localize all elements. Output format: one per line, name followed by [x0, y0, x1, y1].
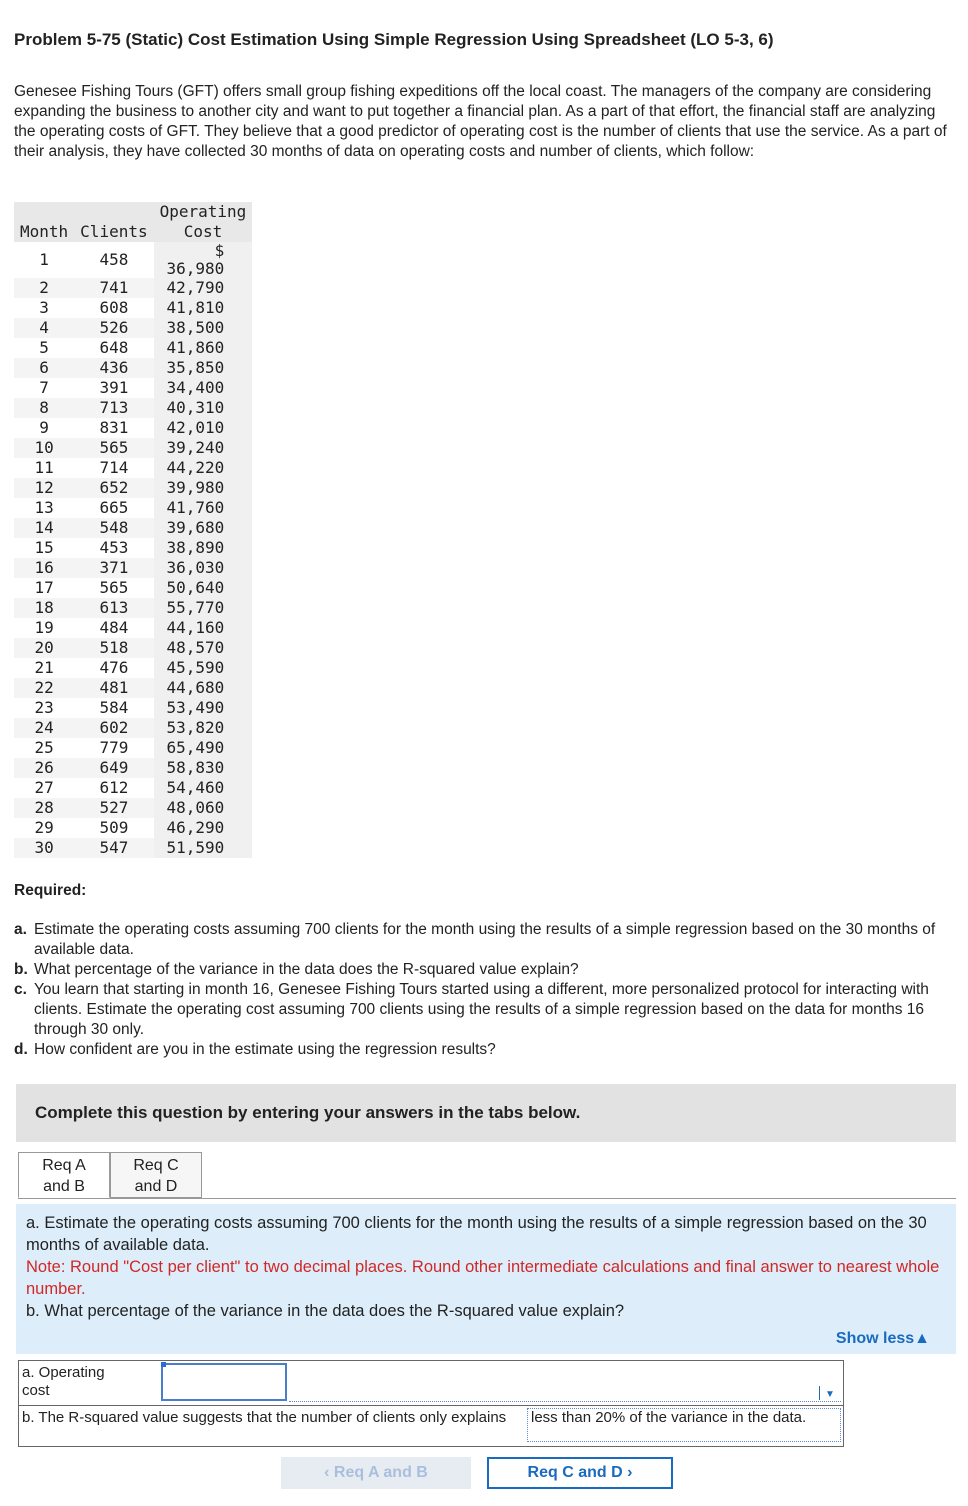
header-cost-line2: Cost	[183, 222, 223, 241]
month-cell: 25	[34, 738, 54, 757]
cost-cell: 35,850	[154, 358, 253, 378]
header-clients: Clients	[74, 202, 153, 242]
cost-cell: 50,640	[154, 578, 253, 598]
clients-cell: 652	[74, 478, 153, 498]
cost-cell: 39,680	[154, 518, 253, 538]
table-body	[14, 242, 252, 858]
month-cell: 20	[14, 638, 74, 658]
cost-cell: 42,790	[154, 278, 253, 298]
clients-cell: 548	[74, 518, 153, 538]
cost-cell: 48,570	[154, 638, 253, 658]
answer-row-a	[19, 1361, 843, 1406]
clients-cell: 509	[99, 818, 129, 837]
cost-cell: 51,590	[154, 838, 253, 858]
cost-cell: 41,810	[154, 298, 253, 318]
month-cell: 10	[14, 438, 74, 458]
table-row	[14, 638, 252, 658]
table-row	[14, 318, 252, 338]
month-cell: 16	[14, 558, 74, 578]
operating-cost-input[interactable]	[161, 1363, 287, 1401]
header-operating-cost	[154, 202, 253, 242]
input-flag-icon	[161, 1362, 166, 1367]
table-row	[14, 278, 252, 298]
table-row	[14, 378, 252, 398]
table-row	[14, 838, 252, 858]
required-item-text: What percentage of the variance in the data does the R-squared value explain?	[34, 961, 579, 978]
cost-cell: 55,770	[154, 598, 253, 618]
cost-cell: 40,310	[154, 398, 253, 418]
table-row	[14, 578, 252, 598]
month-cell: 27	[34, 778, 54, 797]
question-panel	[16, 1204, 956, 1354]
table-row	[14, 338, 252, 358]
clients-cell: 608	[99, 298, 129, 317]
cost-cell: 65,490	[154, 738, 253, 758]
cost-cell: 38,890	[154, 538, 253, 558]
table-row	[14, 538, 252, 558]
operating-cost-table	[14, 202, 252, 858]
tab-divider	[18, 1198, 956, 1199]
clients-cell: 741	[74, 278, 153, 298]
table-row	[14, 358, 252, 378]
required-item	[14, 960, 944, 980]
table-row	[14, 458, 252, 478]
clients-cell: 665	[99, 498, 129, 517]
clients-cell: 613	[74, 598, 153, 618]
required-item-text: How confident are you in the estimate using the regression results?	[34, 1041, 496, 1058]
table-row	[14, 298, 252, 318]
table-row	[14, 618, 252, 638]
month-cell: 21	[34, 658, 54, 677]
month-cell: 3	[39, 298, 49, 317]
month-cell: 7	[39, 378, 49, 397]
answer-a-label-line2: cost	[22, 1382, 50, 1399]
clients-cell: 518	[74, 638, 153, 658]
required-item-letter: c.	[14, 981, 27, 998]
required-item-text: You learn that starting in month 16, Genesee Fishing Tours started using a different, more personalized protocol for interacting with clients. Estimate the operating cost assuming 700 clients using the results of a simple regression based on the data for months 16 through 30 only.	[34, 981, 929, 1038]
cost-cell: 46,290	[154, 818, 253, 838]
tab-req-a-and-b[interactable]	[18, 1152, 110, 1198]
currency-symbol: $	[214, 241, 225, 260]
required-item-letter: d.	[14, 1041, 28, 1058]
next-req-button[interactable]: Req C and D ›	[487, 1457, 673, 1489]
table-row	[14, 718, 252, 738]
complete-banner-text: Complete this question by entering your answers in the tabs below.	[35, 1103, 581, 1122]
answer-b-label: b. The R-squared value suggests that the number of clients only explains	[22, 1409, 507, 1426]
clients-cell: 649	[74, 758, 153, 778]
clients-cell: 714	[99, 458, 129, 477]
month-cell: 6	[14, 358, 74, 378]
select-cursor-icon	[819, 1386, 820, 1400]
clients-cell: 484	[99, 618, 129, 637]
month-cell: 18	[14, 598, 74, 618]
table-row	[14, 518, 252, 538]
tab-req-a-line1: Req A	[42, 1157, 86, 1174]
table-row	[14, 678, 252, 698]
table-row	[14, 478, 252, 498]
cost-cell: 39,980	[154, 478, 253, 498]
required-list	[14, 920, 944, 1060]
table-row	[14, 738, 252, 758]
clients-cell: 391	[99, 378, 129, 397]
month-cell: 12	[14, 478, 74, 498]
clients-cell: 584	[99, 698, 129, 717]
clients-cell: 453	[99, 538, 129, 557]
cost-cell: 58,830	[154, 758, 253, 778]
table-row	[14, 778, 252, 798]
table-row	[14, 498, 252, 518]
clients-cell: 565	[99, 578, 129, 597]
required-item	[14, 980, 944, 1040]
clients-cell: 648	[99, 338, 129, 357]
required-item-letter: b.	[14, 961, 28, 978]
problem-title: Problem 5-75 (Static) Cost Estimation Using Simple Regression Using Spreadsheet (LO 5-3, 6)	[14, 30, 774, 49]
month-cell: 23	[34, 698, 54, 717]
month-cell: 4	[14, 318, 74, 338]
r-squared-select[interactable]: less than 20% of the variance in the data.	[527, 1408, 841, 1442]
tab-req-a-line2: and B	[43, 1178, 85, 1195]
month-cell: 19	[34, 618, 54, 637]
dotted-separator	[289, 1401, 841, 1402]
required-item-letter: a.	[14, 921, 27, 938]
answer-row-b	[19, 1406, 843, 1446]
clients-cell: 831	[99, 418, 129, 437]
table-row	[14, 418, 252, 438]
table-row	[14, 398, 252, 418]
panel-note: Note: Round "Cost per client" to two decimal places. Round other intermediate calculations and final answer to nearest whole number.	[26, 1258, 940, 1298]
required-item	[14, 920, 944, 960]
month-cell: 8	[14, 398, 74, 418]
table-row	[14, 758, 252, 778]
month-cell: 26	[14, 758, 74, 778]
show-less-link[interactable]: Show less▲	[835, 1330, 930, 1347]
cost-value: 36,980	[166, 259, 225, 278]
cost-cell: 53,490	[154, 698, 253, 718]
tab-req-c-line2: and D	[134, 1178, 178, 1195]
cost-cell: 45,590	[154, 658, 253, 678]
table-row	[14, 242, 252, 278]
table-row	[14, 818, 252, 838]
month-cell: 15	[34, 538, 54, 557]
clients-cell: 779	[99, 738, 129, 757]
month-cell: 11	[34, 458, 54, 477]
month-cell: 28	[14, 798, 74, 818]
month-cell: 17	[34, 578, 54, 597]
cost-cell: 39,240	[154, 438, 253, 458]
cost-cell	[154, 242, 253, 278]
cost-cell: 38,500	[154, 318, 253, 338]
clients-cell: 371	[74, 558, 153, 578]
clients-cell: 612	[99, 778, 129, 797]
month-cell: 24	[14, 718, 74, 738]
panel-question-b: b. What percentage of the variance in the data does the R-squared value explain?	[26, 1302, 625, 1320]
month-cell: 29	[34, 818, 54, 837]
tab-bar	[18, 1152, 202, 1198]
required-heading: Required:	[14, 882, 87, 899]
answer-a-label	[22, 1364, 105, 1400]
panel-question-a: a. Estimate the operating costs assuming 700 clients for the month using the results of a simple regression based on the 30 months of available data.	[26, 1214, 927, 1254]
tab-req-c-and-d[interactable]	[110, 1152, 202, 1198]
clients-cell: 547	[74, 838, 153, 858]
month-cell: 5	[39, 338, 49, 357]
answer-table	[18, 1360, 844, 1447]
cost-cell: 41,760	[154, 498, 253, 518]
month-cell: 14	[14, 518, 74, 538]
table-row	[14, 698, 252, 718]
cost-cell: 54,460	[154, 778, 253, 798]
month-cell: 1	[39, 250, 49, 269]
cost-cell: 48,060	[154, 798, 253, 818]
table-row	[14, 658, 252, 678]
month-cell: 9	[39, 418, 49, 437]
clients-cell: 526	[74, 318, 153, 338]
clients-cell: 481	[74, 678, 153, 698]
complete-banner	[16, 1084, 956, 1142]
table-row	[14, 558, 252, 578]
dropdown-arrow-icon[interactable]: ▼	[825, 1389, 835, 1400]
month-cell: 2	[14, 278, 74, 298]
cost-cell: 44,680	[154, 678, 253, 698]
month-cell: 13	[34, 498, 54, 517]
header-cost-line1: Operating	[159, 202, 247, 221]
table-row	[14, 438, 252, 458]
clients-cell: 436	[74, 358, 153, 378]
required-item-text: Estimate the operating costs assuming 700 clients for the month using the results of a simple regression based on the 30 months of available data.	[34, 921, 936, 958]
month-cell: 30	[14, 838, 74, 858]
cost-cell: 42,010	[154, 418, 253, 438]
cost-cell: 41,860	[154, 338, 253, 358]
clients-cell: 458	[99, 250, 129, 269]
prev-req-button[interactable]: ‹ Req A and B	[281, 1457, 471, 1489]
cost-cell: 36,030	[154, 558, 253, 578]
answer-a-label-line1: a. Operating	[22, 1364, 105, 1381]
clients-cell: 527	[74, 798, 153, 818]
cost-cell: 53,820	[154, 718, 253, 738]
table-row	[14, 598, 252, 618]
tab-req-c-line1: Req C	[133, 1157, 179, 1174]
problem-intro: Genesee Fishing Tours (GFT) offers small group fishing expeditions off the local coast. The managers of the company are considering expanding the business to another city and want to put together a financial plan. As a part of that effort, the financial staff are analyzing the operating costs of GFT. They believe that a good predictor of operating cost is the number of clients that use the service. As a part of their analysis, they have collected 30 months of data on operating costs and number of clients, which follow:	[14, 83, 947, 160]
clients-cell: 476	[99, 658, 129, 677]
clients-cell: 565	[74, 438, 153, 458]
cost-cell: 44,220	[154, 458, 253, 478]
clients-cell: 713	[74, 398, 153, 418]
cost-cell: 44,160	[154, 618, 253, 638]
clients-cell: 602	[74, 718, 153, 738]
month-cell: 22	[14, 678, 74, 698]
cost-cell: 34,400	[154, 378, 253, 398]
header-month: Month	[14, 202, 74, 242]
required-item	[14, 1040, 944, 1060]
table-row	[14, 798, 252, 818]
